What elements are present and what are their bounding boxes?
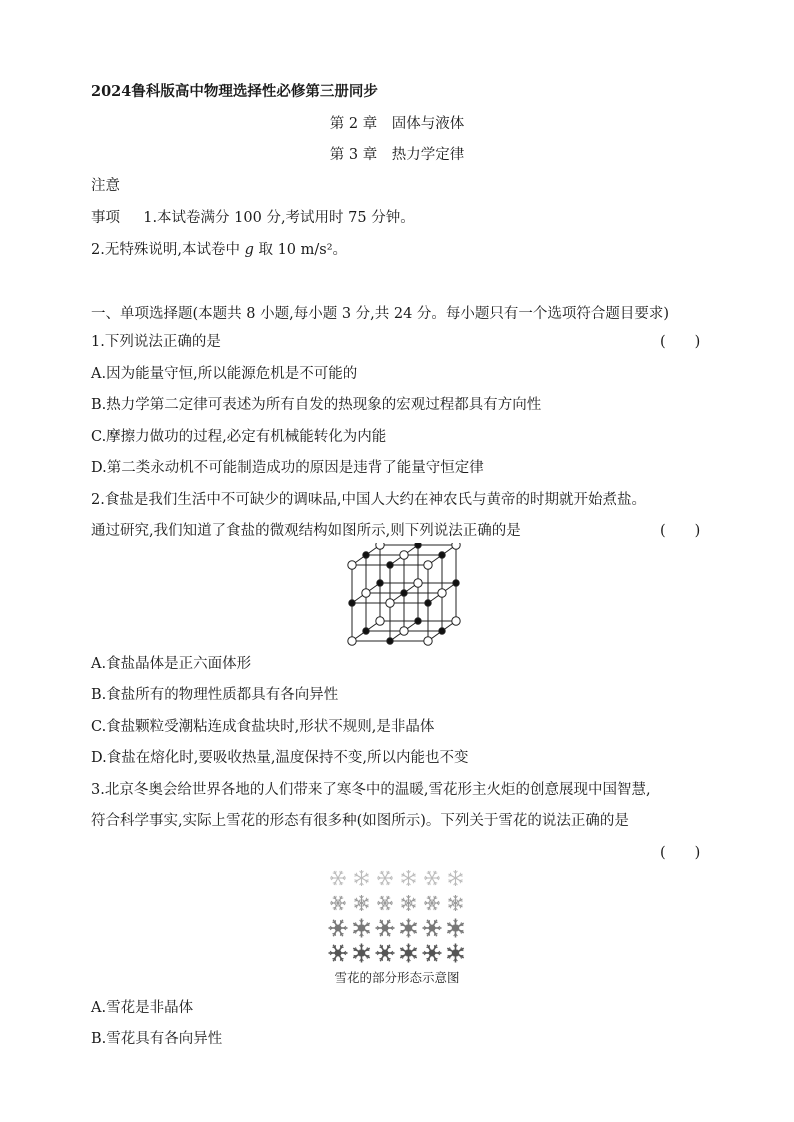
sodium-ion — [401, 590, 407, 596]
chapter-3-title: 第 3 章 热力学定律 — [329, 147, 465, 163]
notice-item-label: 事项 — [91, 210, 120, 226]
snowflake-icon — [329, 920, 348, 936]
chapter-2-title: 第 2 章 固体与液体 — [329, 116, 465, 132]
sodium-ion — [439, 552, 445, 558]
snowflake-shapes-figure — [326, 866, 468, 966]
question-2-stem-line-1: 2.食盐是我们生活中不可缺少的调味品,中国人大约在神农氏与黄帝的时期就开始煮盐。 — [91, 492, 646, 508]
snowflake-icon — [400, 944, 416, 963]
chloride-ion — [424, 561, 432, 569]
question-3-stem-line-2: 符合科学事实,实际上雪花的形态有很多种(如图所示)。下列关于雪花的说法正确的是 — [91, 813, 629, 829]
notice-item-1 — [91, 208, 415, 228]
sodium-ion — [387, 562, 393, 568]
question-1-answer-bracket: ( ) — [660, 334, 701, 350]
snowflake-icon — [447, 944, 463, 963]
chloride-ion — [386, 599, 394, 607]
snowflake-icon — [423, 920, 442, 936]
snowflake-figure-caption: 雪花的部分形态示意图 — [334, 970, 460, 985]
chloride-ion — [414, 579, 422, 587]
chloride-ion — [376, 543, 384, 549]
notice-item-2-var: g — [244, 242, 254, 258]
salt-crystal-lattice-figure — [334, 543, 464, 653]
snowflake-icon — [330, 871, 346, 885]
snowflake-icon — [354, 895, 368, 911]
sodium-ion — [415, 543, 421, 548]
question-2-stem-line-2: 通过研究,我们知道了食盐的微观结构如图所示,则下列说法正确的是 — [91, 523, 521, 539]
question-2-option-a: A.食盐晶体是正六面体形 — [91, 656, 252, 672]
question-1-option-a: A.因为能量守恒,所以能源危机是不可能的 — [91, 366, 358, 382]
chloride-ion — [400, 551, 408, 559]
chloride-ion — [348, 561, 356, 569]
question-1-option-c: C.摩擦力做功的过程,必定有机械能转化为内能 — [91, 429, 387, 445]
snowflake-icon — [401, 870, 415, 886]
chloride-ion — [452, 543, 460, 549]
question-2-option-d: D.食盐在熔化时,要吸收热量,温度保持不变,所以内能也不变 — [91, 750, 469, 766]
snowflake-icon — [329, 945, 348, 961]
notice-item-2-pre: 2.无特殊说明,本试卷中 — [91, 242, 245, 258]
snowflake-icon — [354, 870, 368, 886]
snowflake-icon — [376, 945, 395, 961]
sodium-ion — [439, 628, 445, 634]
snowflake-icon — [353, 919, 369, 938]
snowflake-icon — [377, 896, 393, 910]
question-1-option-d: D.第二类永动机不可能制造成功的原因是违背了能量守恒定律 — [91, 460, 484, 476]
snowflake-icon — [424, 871, 440, 885]
snowflake-icon — [401, 895, 415, 911]
notice-item-2 — [91, 240, 347, 260]
chloride-ion — [452, 617, 460, 625]
chloride-ion — [424, 637, 432, 645]
chloride-ion — [400, 627, 408, 635]
snowflake-icon — [448, 895, 462, 911]
snowflake-icon — [447, 919, 463, 938]
snowflake-icon — [448, 870, 462, 886]
notice-label: 注意 — [91, 178, 120, 194]
snowflake-icon — [376, 920, 395, 936]
question-2-answer-bracket: ( ) — [660, 523, 701, 539]
sodium-ion — [363, 552, 369, 558]
sodium-ion — [349, 600, 355, 606]
question-2-option-b: B.食盐所有的物理性质都具有各向异性 — [91, 687, 339, 703]
snowflake-icon — [353, 944, 369, 963]
snowflake-icon — [423, 945, 442, 961]
notice-item-1-text: 1.本试卷满分 100 分,考试用时 75 分钟。 — [143, 210, 415, 226]
question-3-option-a: A.雪花是非晶体 — [91, 1000, 194, 1016]
question-3-option-b: B.雪花具有各向异性 — [91, 1031, 223, 1047]
question-3-answer-bracket: ( ) — [660, 845, 701, 861]
snowflake-icon — [330, 896, 346, 910]
snowflake-icon — [377, 871, 393, 885]
section-heading: 一、单项选择题(本题共 8 小题,每小题 3 分,共 24 分。每小题只有一个选项符合题目要求) — [91, 306, 670, 322]
snowflake-icon — [424, 896, 440, 910]
snowflake-icon — [400, 919, 416, 938]
question-3-stem-line-1: 3.北京冬奥会给世界各地的人们带来了寒冬中的温暖,雪花形主火炬的创意展现中国智慧, — [91, 782, 651, 798]
question-2-option-c: C.食盐颗粒受潮粘连成食盐块时,形状不规则,是非晶体 — [91, 719, 435, 735]
chloride-ion — [348, 637, 356, 645]
chloride-ion — [376, 617, 384, 625]
sodium-ion — [415, 618, 421, 624]
chloride-ion — [362, 589, 370, 597]
sodium-ion — [387, 638, 393, 644]
document-title: 2024鲁科版高中物理选择性必修第三册同步 — [91, 83, 378, 100]
question-1-option-b: B.热力学第二定律可表述为所有自发的热现象的宏观过程都具有方向性 — [91, 397, 542, 413]
sodium-ion — [363, 628, 369, 634]
sodium-ion — [377, 580, 383, 586]
sodium-ion — [425, 600, 431, 606]
notice-item-2-post: 取 10 m/s²。 — [253, 242, 348, 258]
question-1-stem: 1.下列说法正确的是 — [91, 334, 221, 350]
chloride-ion — [438, 589, 446, 597]
sodium-ion — [453, 580, 459, 586]
